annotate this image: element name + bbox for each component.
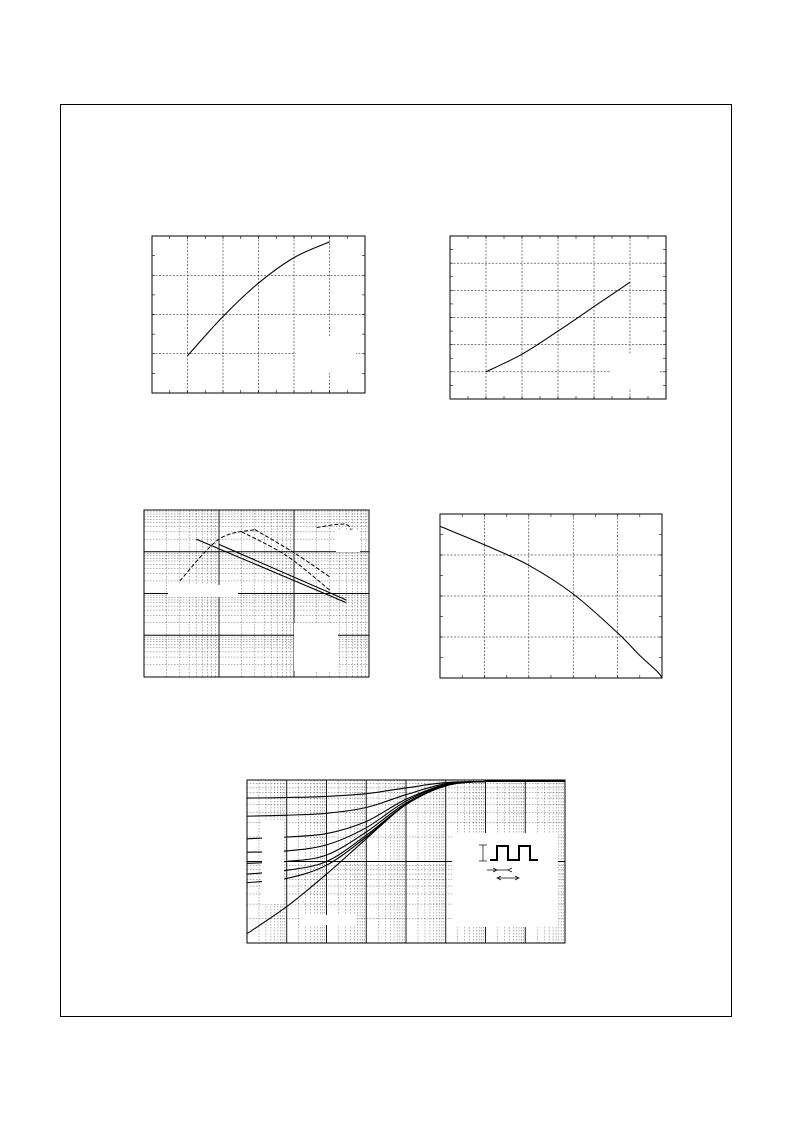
- fig-1: [152, 236, 365, 393]
- fig-5-legend-box-2: [300, 915, 356, 925]
- fig-5-legend-box-3: [262, 820, 284, 904]
- fig-3-legend-box-2: [294, 623, 338, 671]
- fig-2: [450, 236, 666, 399]
- fig-4: [440, 514, 662, 678]
- fig-3-legend-box-1: [168, 585, 238, 597]
- fig-2-legend-box-1: [610, 354, 660, 388]
- fig-5-legend-box-1: [452, 833, 558, 927]
- fig-3: [144, 510, 369, 677]
- fig-3-legend-box-3: [336, 530, 360, 552]
- fig-5: [247, 780, 565, 943]
- fig-1-legend-box-1: [296, 337, 356, 373]
